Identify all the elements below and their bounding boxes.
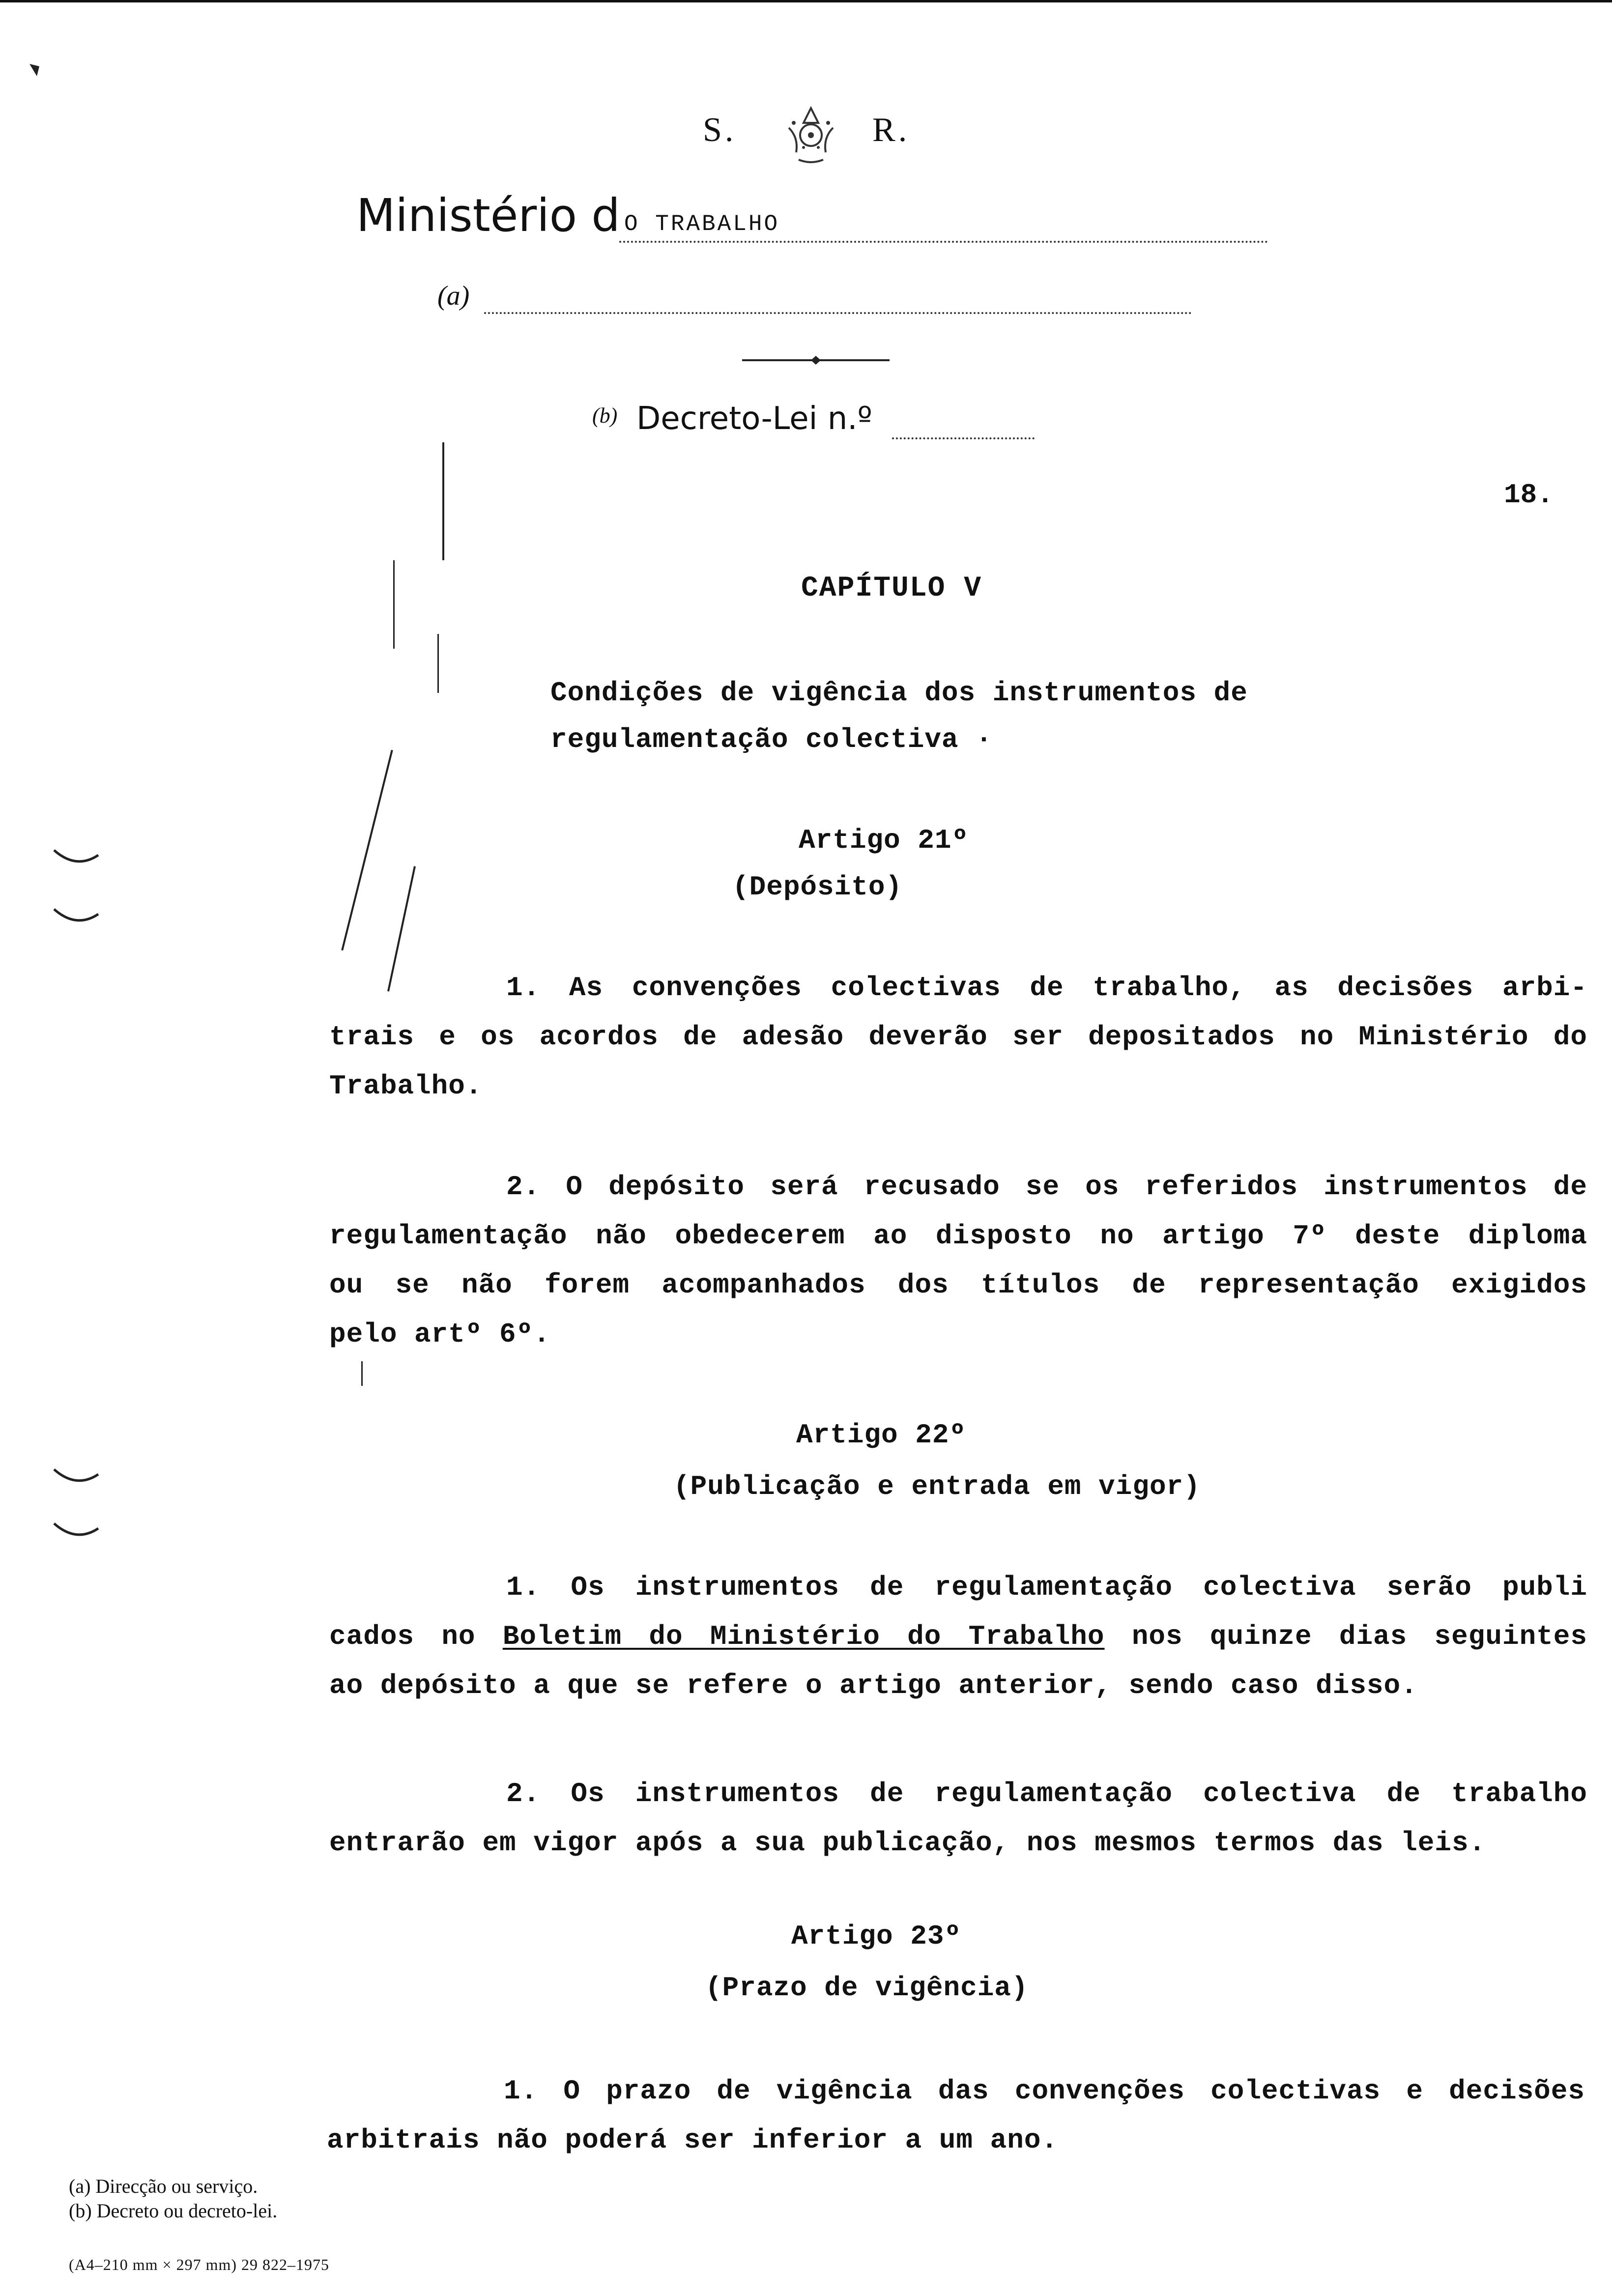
margin-pencil-mark — [341, 750, 393, 950]
article-paragraph — [329, 963, 1587, 1111]
form-code: (A4–210 mm × 297 mm) 29 822–1975 — [69, 2256, 330, 2273]
paragraph-line: 1. Os instrumentos de regulamentação colectiva serão publi — [506, 1572, 1587, 1603]
ministry-name: O TRABALHO — [624, 211, 780, 237]
article-paragraph — [329, 1563, 1587, 1710]
article-heading: Artigo 22º — [796, 1419, 967, 1451]
article-subheading: (Prazo de vigência) — [705, 1972, 1029, 2004]
footnote-ref-a: (a) — [437, 281, 470, 311]
paragraph-line: 2. O depósito será recusado se os referidos instrumentos de — [506, 1171, 1587, 1203]
margin-pencil-mark — [437, 634, 439, 693]
footnote-ref-b: (b) — [592, 403, 618, 428]
ministry-label: Ministério d — [356, 189, 620, 242]
paragraph-line: arbitrais não poderá ser inferior a um ano. — [327, 2124, 1059, 2156]
binder-hole-marks — [49, 1455, 103, 1553]
chapter-subtitle-line2: regulamentação colectiva · — [550, 724, 993, 755]
article-paragraph — [329, 1162, 1587, 1359]
paragraph-line: entrarão em vigor após a sua publicação, nos mesmos termos das leis. — [329, 1827, 1486, 1859]
margin-pencil-mark — [442, 442, 444, 560]
decree-dotted-line — [892, 437, 1035, 439]
paragraph-line: ou se não forem acompanhados dos títulos de representação exigidos — [329, 1269, 1587, 1301]
paragraph-line: 2. Os instrumentos de regulamentação colectiva de trabalho — [506, 1778, 1587, 1809]
paragraph-line: 1. As convenções colectivas de trabalho, as decisões arbi- — [506, 972, 1587, 1004]
header-r: R. — [872, 111, 910, 149]
chapter-subtitle-line1: Condições de vigência dos instrumentos de — [550, 677, 1248, 709]
paragraph-line: trais e os acordos de adesão deverão ser depositados no Ministério do — [329, 1021, 1587, 1053]
ministry-dotted-line — [619, 241, 1268, 243]
paragraph-line: Trabalho. — [329, 1070, 483, 1102]
paragraph-line: 1. O prazo de vigência das convenções colectivas e decisões — [504, 2075, 1585, 2107]
paragraph-line: ao depósito a que se refere o artigo anterior, sendo caso disso. — [329, 1670, 1418, 1701]
page-number: 18. — [1504, 479, 1554, 511]
paragraph-line: regulamentação não obedecerem ao disposto no artigo 7º deste diploma — [329, 1220, 1587, 1252]
footnote-a: (a) Direcção ou serviço. — [69, 2175, 258, 2197]
ornament-divider — [742, 353, 890, 368]
direction-dotted-line — [484, 312, 1192, 314]
margin-pencil-mark — [361, 1361, 363, 1386]
article-heading: Artigo 21º — [799, 825, 969, 856]
header-s: S. — [703, 111, 737, 149]
article-paragraph — [327, 2066, 1585, 2165]
bulletin-title: Boletim do Ministério do Trabalho — [502, 1621, 1105, 1652]
top-border-line — [0, 0, 1612, 2]
corner-ink-mark — [27, 54, 57, 84]
paragraph-line: pelo artº 6º. — [329, 1319, 550, 1350]
margin-pencil-mark — [393, 560, 395, 649]
paragraph-line: cados no Boletim do Ministério do Trabalho nos quinze dias seguintes — [329, 1621, 1587, 1652]
coat-of-arms-icon — [774, 103, 848, 167]
binder-hole-marks — [49, 835, 103, 944]
footnote-b: (b) Decreto ou decreto-lei. — [69, 2200, 278, 2222]
chapter-title: CAPÍTULO V — [801, 573, 982, 604]
article-heading: Artigo 23º — [791, 1921, 962, 1952]
article-subheading: (Depósito) — [732, 871, 903, 903]
decree-label: Decreto-Lei n.º — [636, 401, 872, 437]
article-subheading: (Publicação e entrada em vigor) — [673, 1471, 1201, 1502]
article-paragraph — [329, 1769, 1587, 1867]
